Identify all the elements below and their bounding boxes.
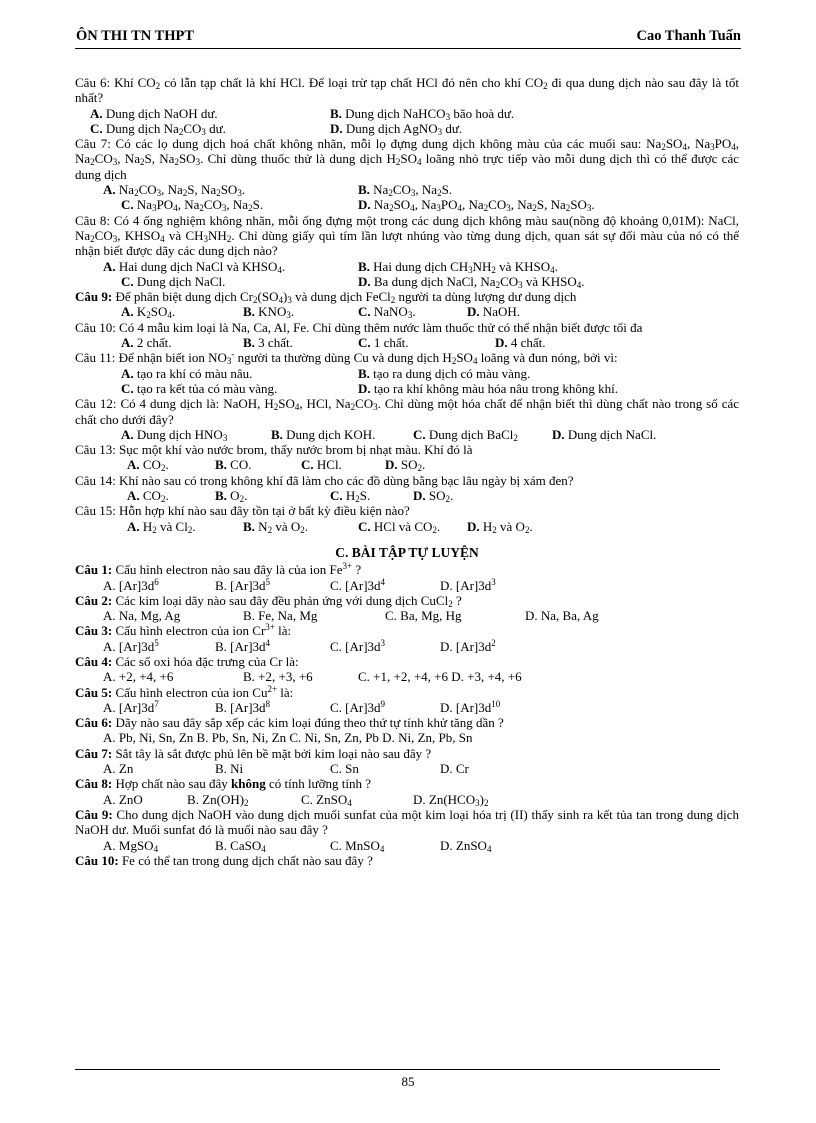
answer-options-row	[75, 197, 739, 212]
answer-options-row	[75, 761, 739, 776]
answer-option: A. $[Ar]3d^7$	[103, 698, 159, 715]
answer-option: B. 3 chất.	[243, 335, 293, 351]
answer-option: A. Na, Mg, Ag	[103, 608, 181, 624]
question-text: Câu 10: Fe có thể tan trong dung dịch chất nào sau đây ?	[75, 852, 373, 868]
answer-options-row	[75, 838, 739, 853]
answer-option: A. $[Ar]3d^6$	[103, 576, 159, 593]
question-text: Câu 9: Cho dung dịch NaOH vào dung dịch muối sunfat của một kim loại hóa trị (II) thấy sinh ra kết tủa tan trong dung dịch NaOH dư. Muối sunfat đó là muối nào sau đây ?	[75, 806, 739, 838]
answer-option: A. MgSO$_4$	[103, 837, 159, 854]
answer-option: B. $Na_2CO_3$, $Na_2S$.	[358, 182, 453, 199]
question-text: Câu 7: Có các lọ dung dịch hoá chất không nhãn, mỗi lọ đựng dung dịch không màu của các muối sau: $Na_2SO_4$, $Na_3PO_4$, $Na_2CO_3$, $Na_2S$, $Na_2SO_3$. Chỉ dùng thuốc thử là dung dịch $H_2SO_4$ loãng nhỏ trực tiếp vào mỗi dung dịch thì có thể được các dung dịch	[75, 136, 739, 182]
answer-option: C. ZnSO$_4$	[301, 791, 352, 808]
answer-option: D. ZnSO$_4$	[440, 837, 492, 854]
answer-option: A. $H_2$ và $Cl_2$.	[127, 518, 196, 535]
answer-option: B. $[Ar]3d^5$	[215, 576, 271, 593]
answer-option: C. $[Ar]3d^3$	[330, 637, 386, 654]
question-text: Câu 8: Có 4 ống nghiệm không nhãn, mỗi ống đựng một trong các dung dịch không màu sau(nồng độ khoảng 0,01M): NaCl, $Na_2CO_3$, $KHSO_4$ và $CH_3NH_2$. Chỉ dùng giấy quì tím lần lượt nhúng vào từng dung dịch, quan sát sự đổi màu của nó có thể nhận biết được dãy các dung dịch nào?	[75, 212, 739, 259]
answer-option: A. ZnO	[103, 791, 143, 807]
answer-option: D. $[Ar]3d^{10}$	[440, 698, 501, 715]
answer-options-row	[75, 457, 739, 472]
answer-options-row	[75, 608, 739, 623]
answer-option: B. Ni	[215, 761, 244, 777]
answer-option: B. $O_2$.	[215, 488, 248, 505]
question-text: Câu 10: Có 4 mẫu kim loại là Na, Ca, Al, Fe. Chỉ dùng thêm nước làm thuốc thử có thể nhận biết được tối đa	[75, 319, 643, 335]
answer-option: A. $Na_2CO_3$, $Na_2S$, $Na_2SO_3$.	[103, 182, 246, 199]
answer-option: A. $CO_2$.	[127, 488, 169, 505]
answer-option: A. Dung dịch NaOH dư.	[90, 105, 218, 121]
answer-option: A. Zn	[103, 761, 134, 777]
answer-option: D. $[Ar]3d^3$	[440, 576, 496, 593]
answer-option: D. $SO_2$.	[413, 488, 454, 505]
answer-option: C. NaNO$_3$.	[358, 304, 416, 321]
answer-option: A. Dung dịch $HNO_3$	[121, 426, 228, 443]
answer-option: D. $SO_2$.	[385, 457, 426, 474]
answer-option: A. $K_2SO_4$.	[121, 304, 176, 321]
answer-option: B. $N_2$ và $O_2$.	[243, 518, 308, 535]
answer-options-row	[75, 669, 739, 684]
answer-option: B. $Zn(OH)_2$	[187, 791, 249, 808]
answer-option: A. $CO_2$.	[127, 457, 169, 474]
answer-option: D. $Zn(HCO_3)_2$	[413, 791, 489, 808]
answer-option: C. MnSO$_4$	[330, 837, 385, 854]
answer-option: B. Dung dịch KOH.	[271, 426, 376, 442]
answer-option: A. Hai dung dịch NaCl và $KHSO_4$.	[103, 258, 286, 275]
answer-option: D. Dung dịch AgNO$_3$ dư.	[330, 120, 463, 137]
document-body	[75, 75, 739, 868]
answer-option: A. +2, +4, +6	[103, 669, 174, 685]
answer-options-row	[75, 488, 739, 503]
answer-option: C. Ba, Mg, Hg	[385, 608, 462, 624]
answer-option: C. Dung dịch BaCl$_2$	[413, 426, 518, 443]
answer-options-row	[75, 519, 739, 534]
question-text: Câu 7: Sắt tây là sắt được phủ lên bề mặt bởi kim loại nào sau đây ?	[75, 745, 432, 761]
answer-option: A. tạo ra khí có màu nâu.	[121, 365, 253, 381]
answer-option: C. Dung dịch $Na_2CO_3$ dư.	[90, 120, 226, 137]
section-title: C. BÀI TẬP TỰ LUYỆN	[335, 544, 479, 560]
question-text: Câu 9: Để phân biệt dung dịch $Cr_2(SO_4)_3$ và dung dịch FeCl$_2$ người ta dùng lượng dư dung dịch	[75, 289, 577, 306]
question-text: Câu 15: Hỗn hợp khí nào sau đây tồn tại ở bất kỳ điều kiện nào?	[75, 503, 410, 519]
question-text: Câu 8: Hợp chất nào sau đây không có tính lưỡng tính ?	[75, 776, 371, 792]
answer-option: A. $[Ar]3d^5$	[103, 637, 159, 654]
answer-option: B. $[Ar]3d^4$	[215, 637, 271, 654]
answer-options-row	[75, 106, 739, 121]
answer-option: D. $Na_2SO_4$, $Na_3PO_4$, $Na_2CO_3$, $Na_2S$, $Na_2SO_3$.	[358, 197, 595, 214]
answer-options-row	[75, 792, 739, 807]
page-header	[75, 28, 741, 49]
answer-option: D. Na, Ba, Ag	[525, 608, 599, 624]
question-text: Câu 11: Để nhận biết ion $NO_3^-$ người ta thường dùng Cu và dung dịch $H_2SO_4$ loãng và đun nóng, bởi vì:	[75, 349, 618, 367]
answer-options-row	[75, 182, 739, 197]
question-text: Câu 4: Các số oxi hóa đặc trưng của Cr là:	[75, 653, 299, 669]
answer-option: D. Dung dịch NaCl.	[552, 426, 657, 442]
question-text: Câu 13: Sục một khí vào nước brom, thấy nước brom bị nhạt màu. Khí đó là	[75, 442, 473, 458]
answer-option: C. $Na_3PO_4$, $Na_2CO_3$, $Na_2S$.	[121, 197, 264, 214]
answer-options-row	[75, 578, 739, 593]
answer-options-row	[75, 274, 739, 289]
answer-option: C. 1 chất.	[358, 335, 409, 351]
answer-option: D. Cr	[440, 761, 469, 777]
answer-option: D. 4 chất.	[495, 335, 546, 351]
question-text: Câu 12: Có 4 dung dịch là: NaOH, $H_2SO_4$, HCl, $Na_2CO_3$. Chỉ dùng một hóa chất để nhận biết thì dùng chất nào trong số các chất cho dưới đây?	[75, 396, 739, 427]
answer-option: B. Dung dịch NaHCO$_3$ bão hoà dư.	[330, 105, 515, 122]
answer-options-row	[75, 121, 739, 136]
answer-options-row	[75, 639, 739, 654]
answer-options-row	[75, 304, 739, 319]
answer-option: C. HCl và $CO_2$.	[358, 518, 441, 535]
page-number: 85	[401, 1074, 415, 1089]
answer-option: C. Sn	[330, 761, 359, 777]
question-text: Câu 6: Khí $CO_2$ có lẫn tạp chất là khí HCl. Để loại trừ tạp chất HCl đó nên cho khí $CO_2$ đi qua dung dịch nào sau đây là tốt nhất?	[75, 75, 739, 106]
answer-option: C. tạo ra kết tủa có màu vàng.	[121, 380, 278, 396]
question-text: Câu 3: Cấu hình electron của ion $Cr^{3+}$ là:	[75, 622, 292, 639]
answer-options-row	[75, 335, 739, 350]
question-text: Câu 1: Cấu hình electron nào sau đây là của ion $Fe^{3+}$ ?	[75, 561, 362, 578]
question-text: Câu 6: Dãy nào sau đây sắp xếp các kim loại đúng theo thứ tự tính khử tăng dần ?	[75, 715, 504, 731]
answer-options-row	[75, 700, 739, 715]
answer-options-row	[75, 730, 739, 745]
question-text: Câu 2: Các kim loại dãy nào sau đây đều phản ứng với dung dịch CuCl$_2$ ?	[75, 592, 462, 609]
answer-option: B. $KNO_3$.	[243, 304, 295, 321]
question-text: Câu 5: Cấu hình electron của ion $Cu^{2+}$ là:	[75, 683, 294, 700]
answer-options-row	[75, 366, 739, 381]
answer-option: B. CO.	[215, 457, 252, 473]
answer-option: B. $[Ar]3d^8$	[215, 698, 271, 715]
question-text: Câu 14: Khí nào sau có trong không khí đã làm cho các đồ dùng bằng bạc lâu ngày bị xám đen?	[75, 472, 574, 488]
answer-option: C. Dung dịch NaCl.	[121, 273, 226, 289]
answer-option: A. Pb, Ni, Sn, Zn B. Pb, Sn, Ni, Zn C. Ni, Sn, Zn, Pb D. Ni, Zn, Pb, Sn	[103, 730, 473, 746]
answer-option: D. $H_2$ và $O_2$.	[467, 518, 533, 535]
answer-option: A. 2 chất.	[121, 335, 172, 351]
answer-option: C. $[Ar]3d^4$	[330, 576, 386, 593]
answer-option: C. $H_2S$.	[330, 488, 371, 505]
answer-option: B. tạo ra dung dịch có màu vàng.	[358, 365, 531, 381]
answer-option: B. Hai dung dịch $CH_3NH_2$ và $KHSO_4$.	[358, 258, 558, 275]
answer-option: B. +2, +3, +6	[243, 669, 313, 685]
answer-option: D. NaOH.	[467, 304, 521, 320]
answer-option: D. $[Ar]3d^2$	[440, 637, 496, 654]
answer-option: D. Ba dung dịch NaCl, $Na_2CO_3$ và $KHSO_4$.	[358, 273, 585, 290]
answer-option: C. $[Ar]3d^9$	[330, 698, 386, 715]
answer-option: B. CaSO$_4$	[215, 837, 266, 854]
header-left: ÔN THI TN THPT	[76, 28, 195, 44]
answer-option: C. +1, +2, +4, +6 D. +3, +4, +6	[358, 669, 522, 685]
answer-option: D. tạo ra khí không màu hóa nâu trong không khí.	[358, 380, 618, 396]
answer-options-row	[75, 427, 739, 442]
answer-option: B. Fe, Na, Mg	[243, 608, 318, 624]
answer-options-row	[75, 381, 739, 396]
header-right: Cao Thanh Tuấn	[636, 28, 741, 44]
footer-rule	[75, 1069, 720, 1070]
answer-options-row	[75, 259, 739, 274]
answer-option: C. HCl.	[301, 457, 342, 473]
